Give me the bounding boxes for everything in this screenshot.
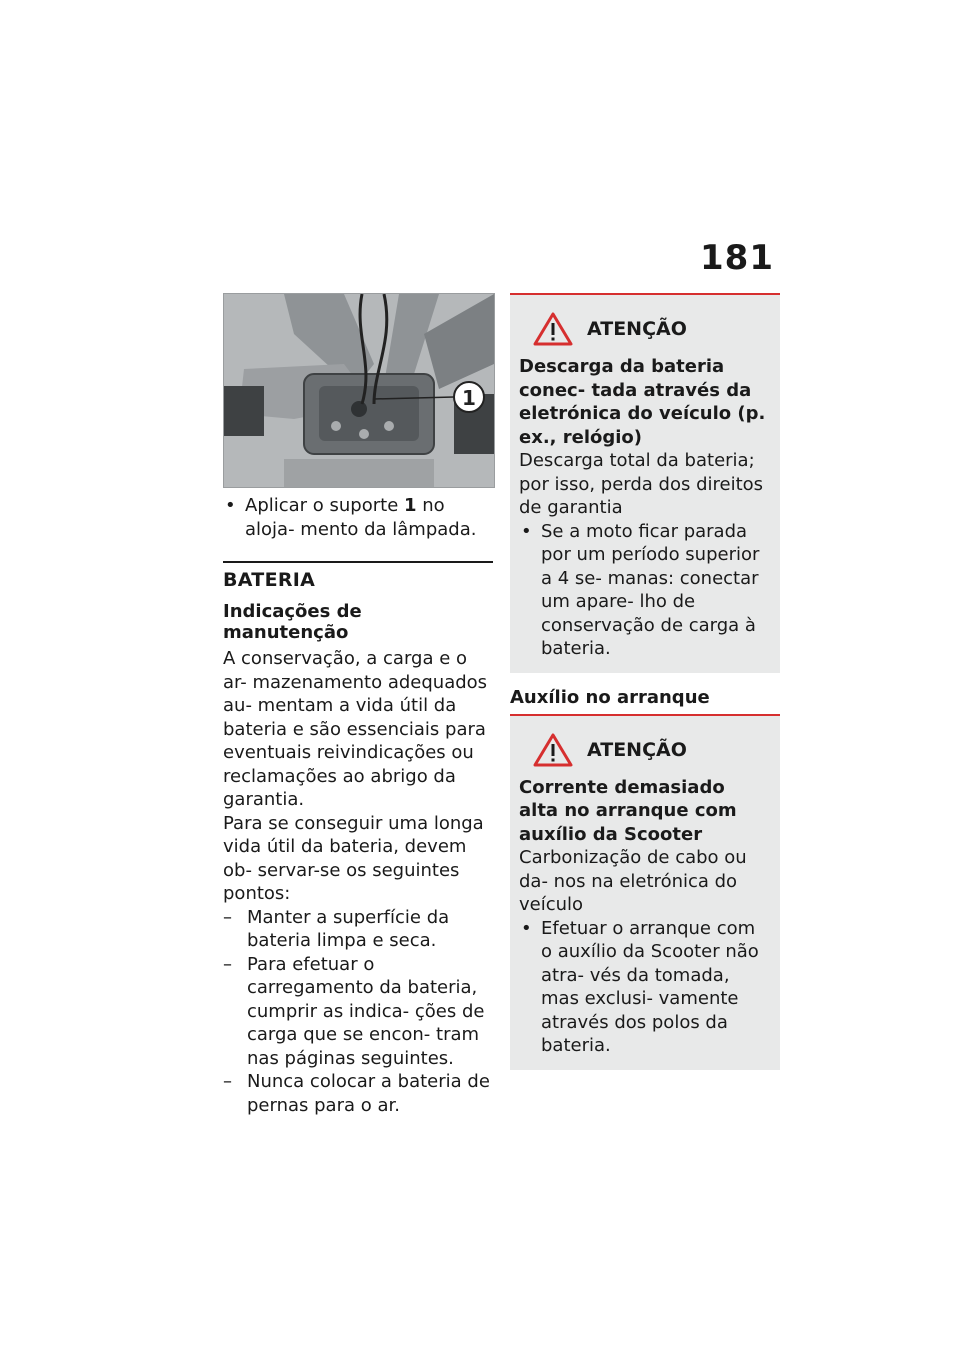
- figure-lamp-housing: [223, 293, 495, 488]
- section-divider: [223, 561, 493, 563]
- figure-callout-1: 1: [462, 386, 476, 410]
- warning-heading: ATENÇÃO: [587, 738, 687, 761]
- warning-lead: Descarga da bateria conec- tada através da eletrónica do veículo (p. ex., relógio): [519, 356, 766, 448]
- page-number: 181: [700, 238, 774, 278]
- warning-box-battery-discharge: [510, 293, 780, 673]
- warning-box-jump-start: [510, 714, 780, 1070]
- warning-triangle-icon: [533, 733, 573, 767]
- caption-ref: 1: [404, 495, 417, 516]
- warning-lead: Corrente demasiado alta no arranque com auxílio da Scooter: [519, 776, 737, 845]
- list-item-text: Para efetuar o carregamento da bateria, cumprir as indica- ções de carga que se encon- tram nas páginas seguintes.: [247, 953, 485, 1069]
- warning-consequence: Carbonização de cabo ou da- nos na eletrónica do veículo: [519, 847, 747, 915]
- warning-consequence: Descarga total da bateria; por isso, perda dos direitos de garantia: [519, 450, 764, 518]
- bullet-dot: •: [225, 495, 236, 516]
- list-item: – Manter a superfície da bateria limpa e seca.: [223, 906, 450, 951]
- section-title: BATERIA: [223, 569, 316, 591]
- bullet-dot: •: [521, 917, 532, 939]
- warning-heading: ATENÇÃO: [587, 318, 687, 340]
- left-column: [223, 293, 493, 1117]
- figure-illustration: [224, 294, 494, 487]
- list-item-text: Manter a superfície da bateria limpa e seca.: [247, 906, 450, 951]
- warning-instruction-text: Se a moto ficar parada por um período superior a 4 se- manas: conectar um apare- lho de conservação de carga à bateria.: [541, 520, 760, 659]
- right-column: [510, 293, 780, 1070]
- caption-text-1: Aplicar o suporte: [245, 495, 405, 516]
- figure-caption: [223, 494, 493, 541]
- warning-header: [519, 309, 770, 349]
- jump-start-title: Auxílio no arranque: [510, 686, 710, 708]
- list-item: – Para efetuar o carregamento da bateria, cumprir as indica- ções de carga que se encon- tram nas páginas seguintes.: [223, 953, 485, 1069]
- bullet-dot: •: [521, 520, 532, 542]
- list-item: – Nunca colocar a bateria de pernas para o ar.: [223, 1071, 490, 1116]
- maintenance-paragraph-2: Para se conseguir uma longa vida útil da bateria, devem ob- servar-se os seguintes pontos:: [223, 812, 484, 904]
- warning-instruction: [519, 520, 770, 661]
- warning-instruction: [519, 917, 770, 1058]
- list-item-text: Nunca colocar a bateria de pernas para o ar.: [247, 1071, 490, 1116]
- warning-header: [519, 730, 770, 770]
- maintenance-paragraph-1: A conservação, a carga e o ar- mazenamento adequados au- mentam a vida útil da bateria e são essenciais para eventuais reivindicações ou reclamações ao abrigo da garantia.: [223, 648, 488, 810]
- subsection-title: Indicações de manutenção: [223, 601, 362, 643]
- caption-text-2: no aloja- mento da lâmpada.: [245, 495, 477, 540]
- warning-instruction-text: Efetuar o arranque com o auxílio da Scooter não atra- vés da tomada, mas exclusi- vamente através dos polos da bateria.: [541, 917, 759, 1056]
- warning-triangle-icon: [533, 312, 573, 346]
